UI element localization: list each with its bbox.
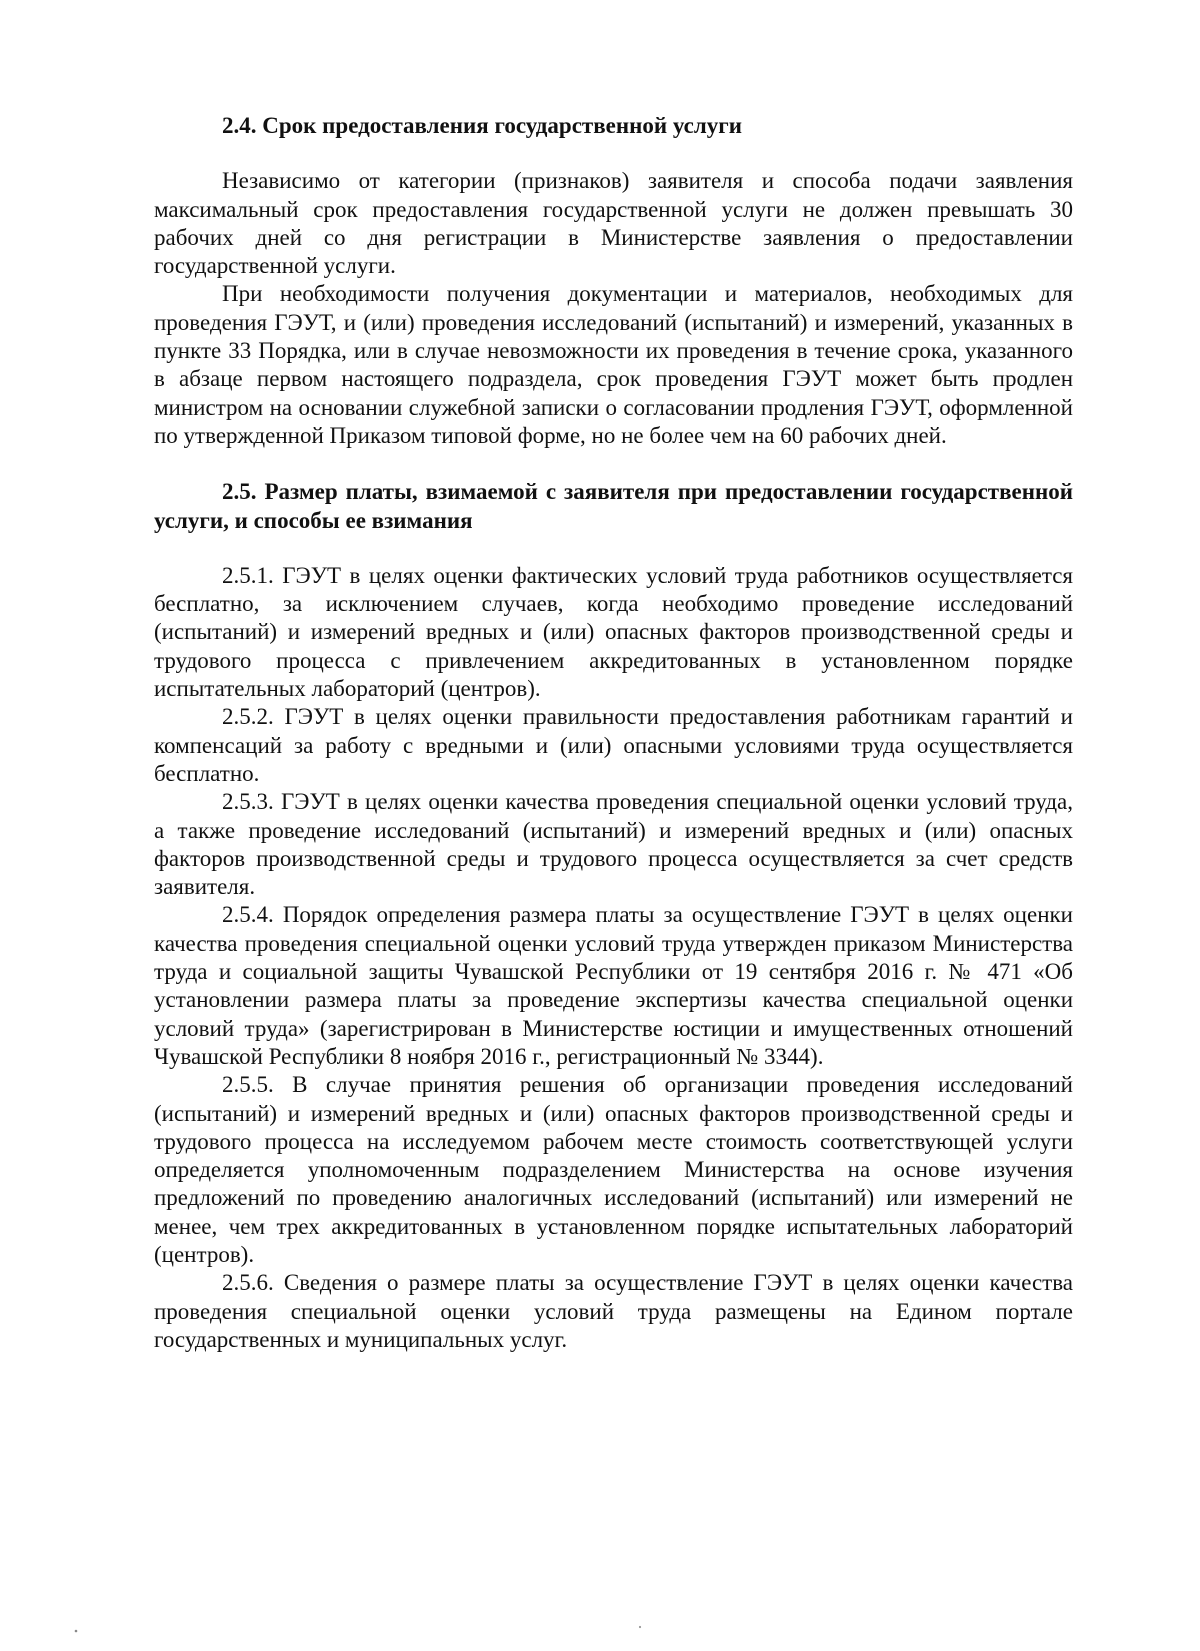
paragraph-2-5-3: 2.5.3. ГЭУТ в целях оценки качества проведения специальной оценки условий труда, а также проведение исследований (испытаний) и измерений вредных и (или) опасных факторов производственной среды и трудового процесса осуществляется за счет средств заявителя. [154,789,1073,900]
section-heading-2-5: 2.5. Размер платы, взимаемой с заявителя при предоставлении государственной услуги, и способы ее взимания [154,479,1073,533]
paragraph-2-5-6: 2.5.6. Сведения о размере платы за осуществление ГЭУТ в целях оценки качества проведения специальной оценки условий труда размещены на Едином портале государственных и муниципальных услуг. [154,1270,1073,1352]
paragraph-2-5-2: 2.5.2. ГЭУТ в целях оценки правильности предоставления работникам гарантий и компенсаций за работу с вредными и (или) опасными условиями труда осуществляется бесплатно. [154,704,1073,786]
document-body [154,112,1073,1354]
paragraph-2-4-term: Независимо от категории (признаков) заявителя и способа подачи заявления максимальный срок предоставления государственной услуги не должен превышать 30 рабочих дней со дня регистрации в Министерстве заявления о предоставлении государственной услуги. [154,168,1073,279]
paragraph-2-5-4: 2.5.4. Порядок определения размера платы за осуществление ГЭУТ в целях оценки качества проведения специальной оценки условий труда утвержден приказом Министерства труда и социальной защиты Чувашской Республики от 19 сентября 2016 г. № 471 «Об установлении размера платы за проведение экспертизы качества специальной оценки условий труда» (зарегистрирован в Министерстве юстиции и имущественных отношений Чувашской Республики 8 ноября 2016 г., регистрационный № 3344). [154,902,1073,1069]
section-heading-2-4: 2.4. Срок предоставления государственной услуги [222,113,742,138]
paragraph-2-5-1: 2.5.1. ГЭУТ в целях оценки фактических условий труда работников осуществляется бесплатно, за исключением случаев, когда необходимо проведение исследований (испытаний) и измерений вредных и (или) опасных факторов производственной среды и трудового процесса с привлечением аккредитованных в установленном порядке испытательных лабораторий (центров). [154,562,1073,702]
paragraph-2-4-extension: При необходимости получения документации и материалов, необходимых для проведения ГЭУТ, и (или) проведения исследований (испытаний) и измерений, указанных в пункте 33 Порядка, или в случае невозможности их проведения в течение срока, указанного в абзаце первом настоящего подраздела, срок проведения ГЭУТ может быть продлен министром на основании служебной записки о согласовании продления ГЭУТ, оформленной по утвержденной Приказом типовой форме, но не более чем на 60 рабочих дней. [154,281,1073,448]
paragraph-2-5-5: 2.5.5. В случае принятия решения об организации проведения исследований (испытаний) и измерений вредных и (или) опасных факторов производственной среды и трудового процесса на исследуемом рабочем месте стоимость соответствующей услуги определяется уполномоченным подразделением Министерства на основе изучения предложений по проведению аналогичных исследований (испытаний) или измерений не менее, чем трех аккредитованных в установленном порядке испытательных лабораторий (центров). [154,1072,1073,1267]
